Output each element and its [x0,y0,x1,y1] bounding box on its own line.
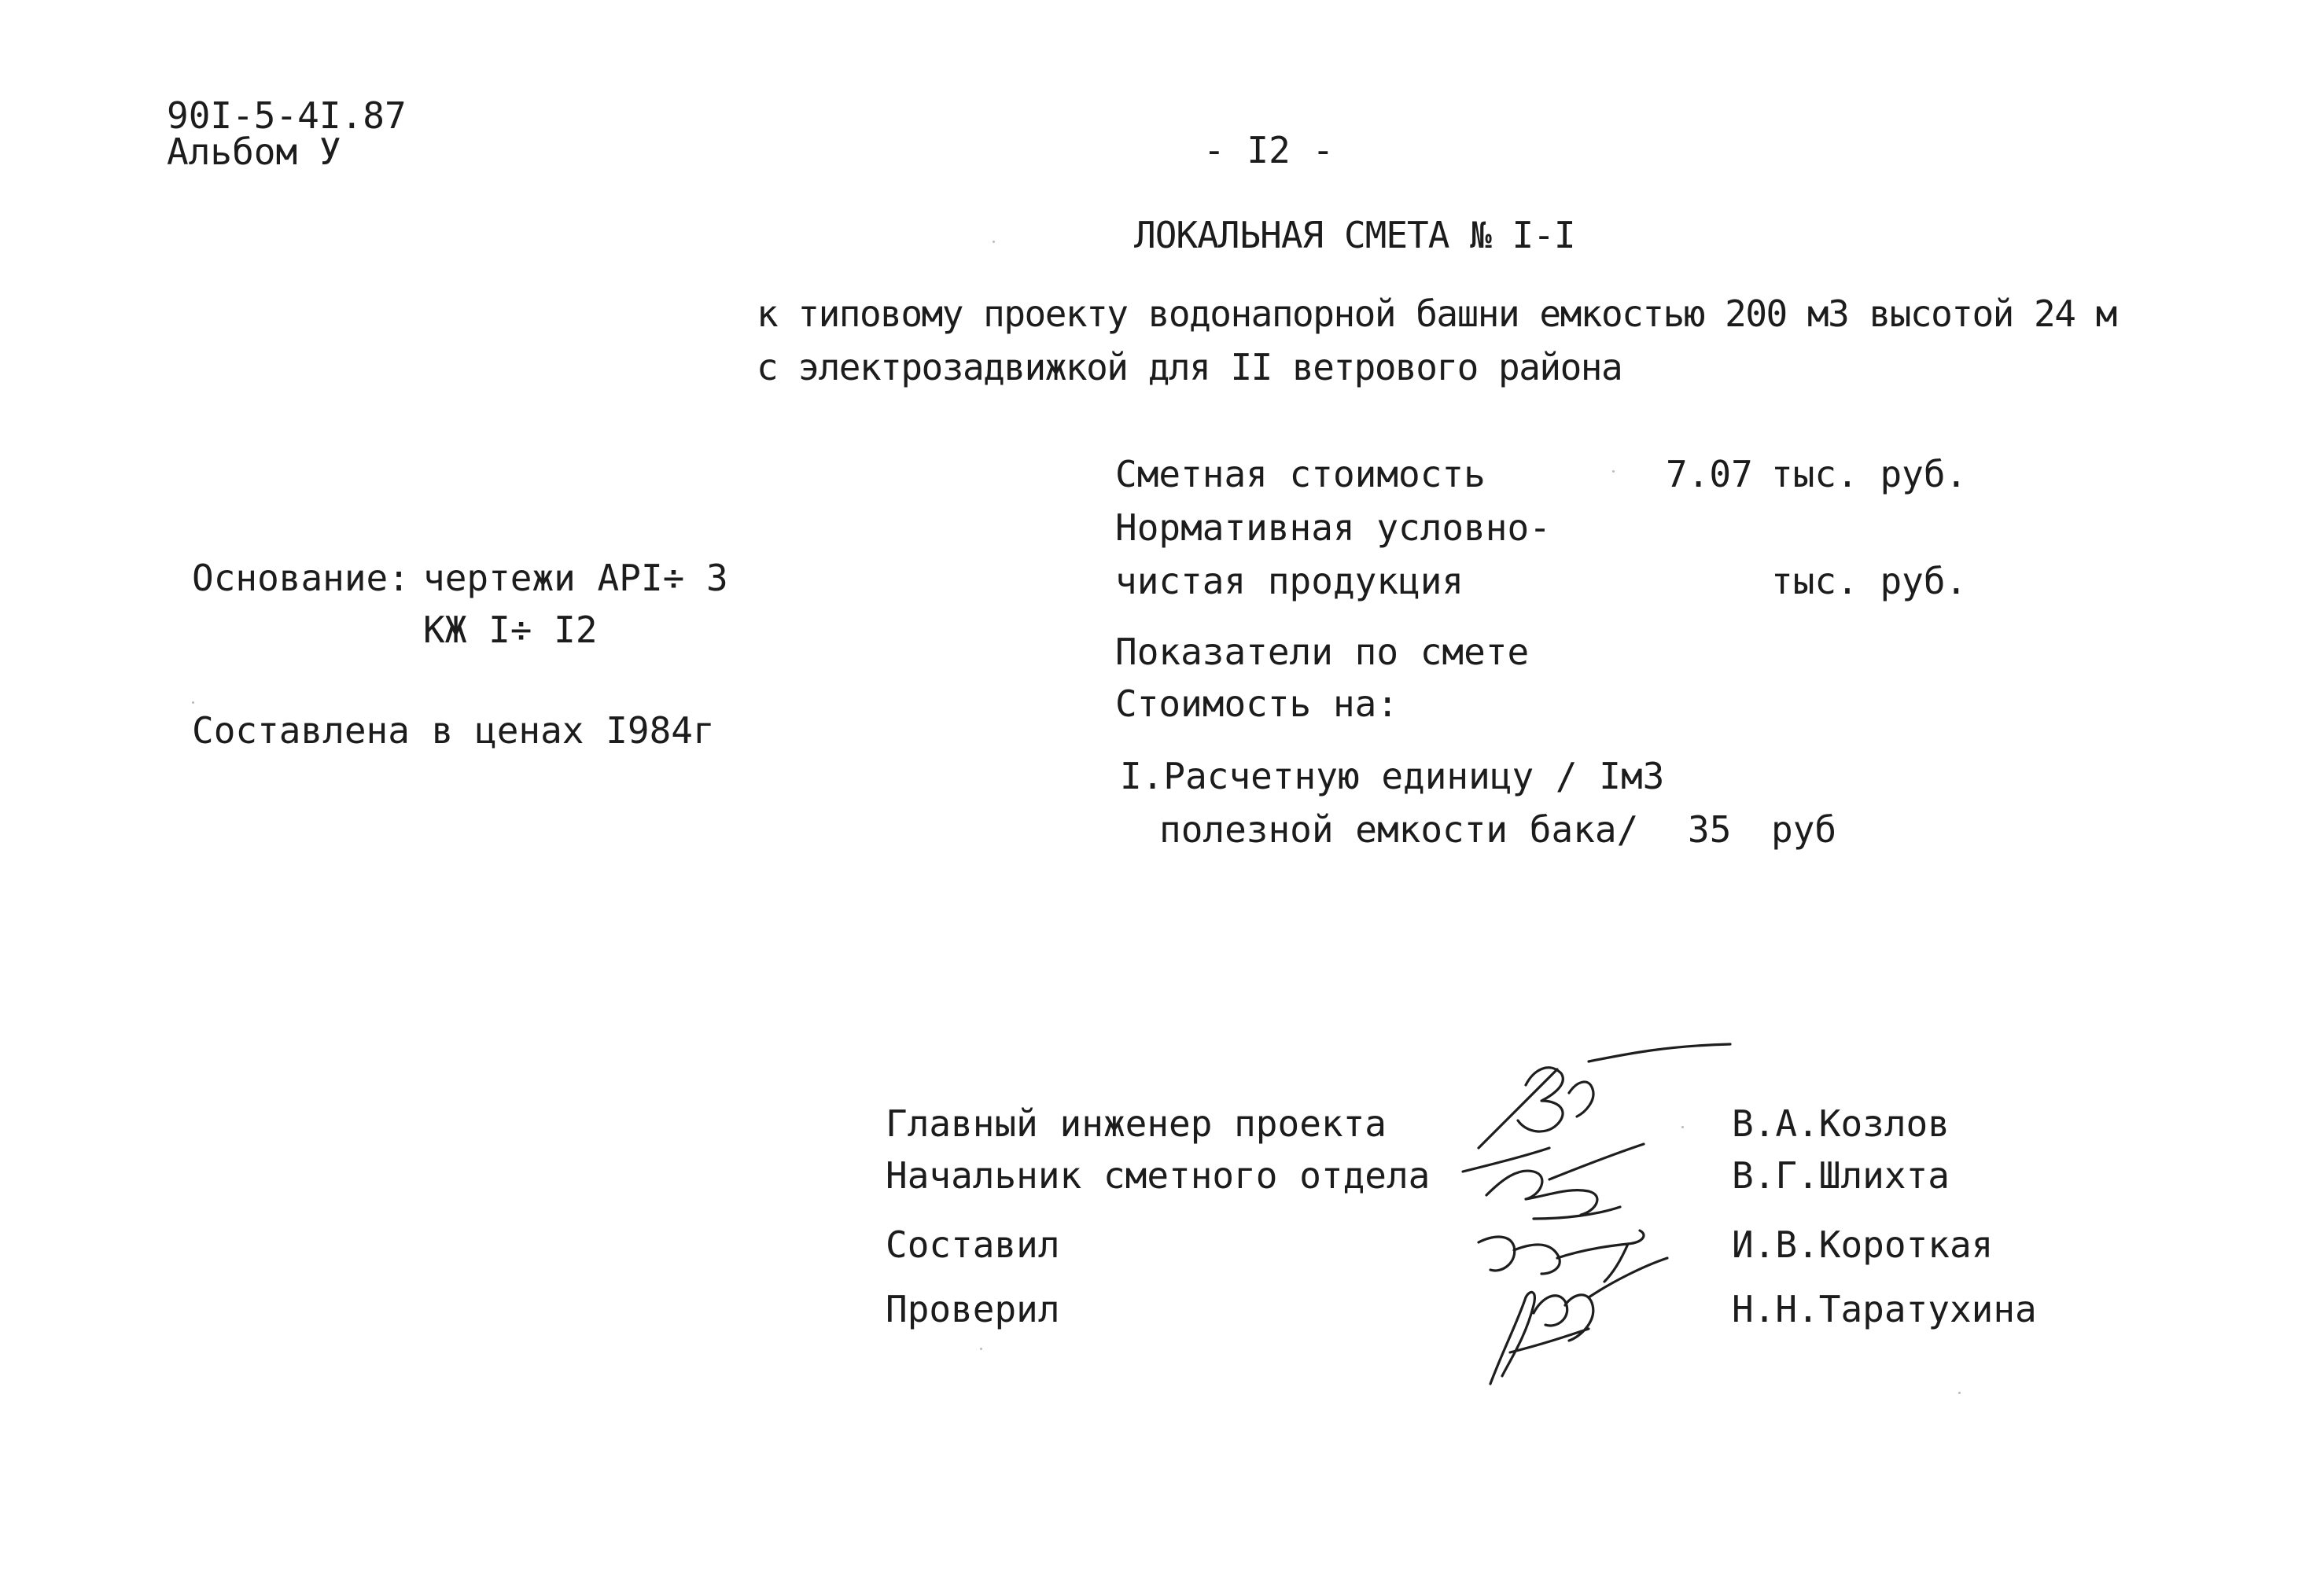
scan-speck [192,701,194,704]
unit-value: 35 [1688,808,1732,851]
indicators-label: Показатели по смете [1115,631,1530,673]
unit-line-1: I.Расчетную единицу / Iм3 [1120,755,1665,797]
scan-speck [1612,470,1615,473]
basis-prices: Составлена в ценах I984г [192,709,715,752]
signature-name: Н.Н.Таратухина [1732,1288,2037,1330]
estimated-cost-value: 7.07 [1666,453,1753,495]
scan-speck [1958,1392,1961,1394]
basis-drawings-line-2: КЖ I÷ I2 [423,609,598,651]
estimated-cost-label: Сметная стоимость [1115,453,1486,495]
subject-line-1: к типовому проекту водонапорной башни емкостью 200 м3 высотой 24 м [757,292,2116,335]
scan-speck [1681,1126,1684,1128]
document-code: 90I-5-4I.87 [167,94,407,137]
scan-speck [980,1348,982,1350]
document-title: ЛОКАЛЬНАЯ СМЕТА № I-I [1134,214,1575,256]
basis-drawings-line-1: чертежи АРI÷ 3 [423,557,728,599]
estimated-cost-unit: тыс. руб. [1771,453,1968,495]
signature-name: В.А.Козлов [1732,1102,1950,1145]
page-number: - I2 - [1203,129,1335,171]
normative-unit: тыс. руб. [1771,560,1968,602]
unit-currency: руб [1771,808,1837,851]
signature-name: В.Г.Шлихта [1732,1154,1950,1197]
handwritten-signatures [1431,1038,1746,1392]
normative-label-line-1: Нормативная условно- [1115,506,1551,549]
signature-role: Начальник сметного отдела [886,1154,1431,1197]
signature-role: Проверил [886,1288,1060,1330]
basis-label: Основание: [192,557,410,599]
signature-name: И.В.Короткая [1732,1223,1994,1266]
scan-speck [993,241,995,243]
album-label: Альбом У [167,131,341,173]
cost-per-label: Стоимость на: [1115,682,1399,725]
signature-role: Главный инженер проекта [886,1102,1387,1145]
unit-line-2: полезной емкости бака/ [1159,808,1639,851]
subject-line-2: с электрозадвижкой для II ветрового района [757,346,1622,388]
signature-role: Составил [886,1223,1060,1266]
normative-label-line-2: чистая продукция [1115,560,1464,602]
